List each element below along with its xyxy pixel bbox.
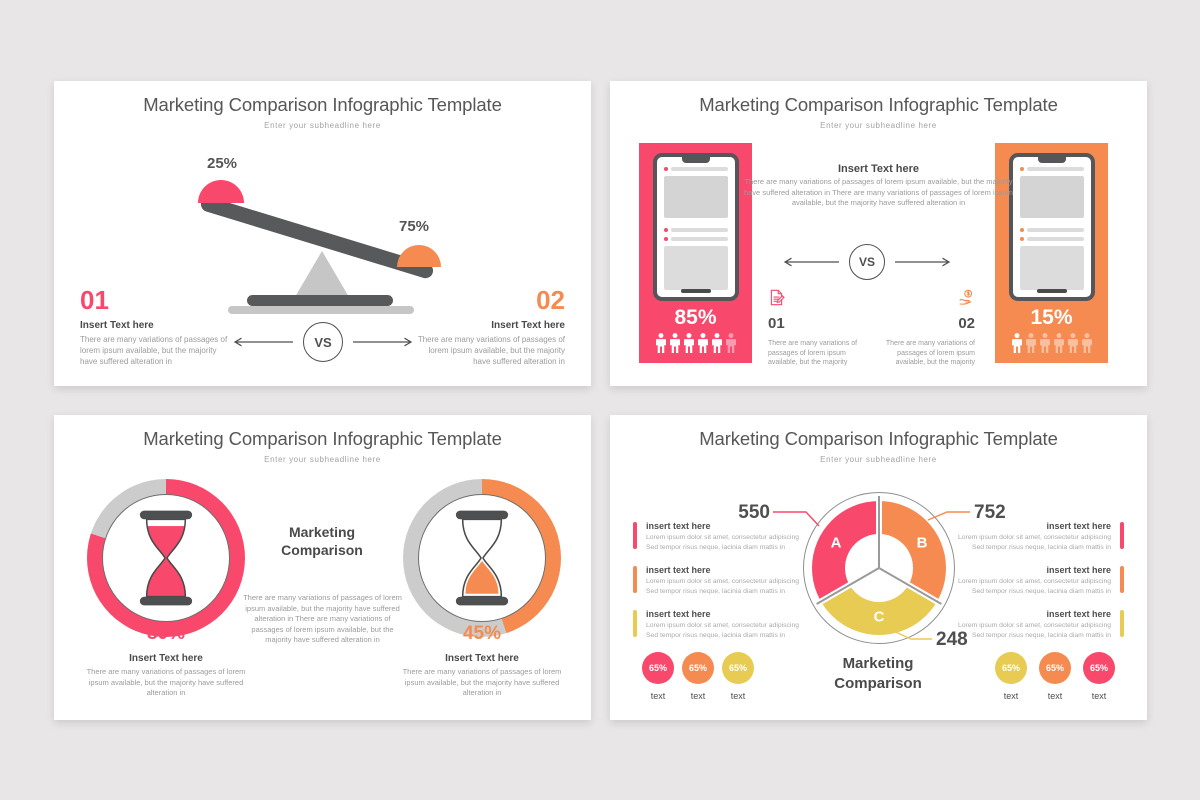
step-number: 01 bbox=[768, 314, 785, 332]
slide-subtitle: Enter your subheadline here bbox=[820, 121, 937, 130]
text-line bbox=[664, 246, 728, 290]
left-phone-panel bbox=[639, 143, 752, 363]
item-body: Lorem ipsum dolor sit amet, consectetur adipiscing Sed tempor risus neque, lacinia diam mattis in bbox=[958, 622, 1111, 639]
bullet-dot bbox=[664, 237, 668, 241]
person-icon bbox=[1011, 333, 1023, 353]
right-body: There are many variations of passages of lorem ipsum available, but the majority have suffered alteration in bbox=[402, 667, 562, 697]
slide-hourglass-comparison[interactable] bbox=[54, 415, 591, 720]
item-accent-bar bbox=[1120, 522, 1124, 549]
option-1-block bbox=[768, 289, 872, 368]
block-body: There are many variations of passages of lorem ipsum available, but the majority have suffered alteration in bbox=[417, 335, 565, 367]
badge-label: text bbox=[690, 691, 706, 701]
left-percentage: 25% bbox=[206, 155, 238, 172]
item-body: Lorem ipsum dolor sit amet, consectetur adipiscing Sed tempor risus neque, lacinia diam mattis in bbox=[646, 578, 799, 595]
bullet-dot bbox=[1020, 237, 1024, 241]
slide-title: Marketing Comparison Infographic Template bbox=[699, 428, 1058, 449]
item-body: Lorem ipsum dolor sit amet, consectetur adipiscing Sed tempor risus neque, lacinia diam mattis in bbox=[958, 534, 1111, 551]
segment-label-a: A bbox=[830, 534, 842, 552]
hourglass-icon bbox=[452, 510, 512, 606]
block-heading: Insert Text here bbox=[80, 320, 154, 331]
slide-title: Marketing Comparison Infographic Template bbox=[143, 428, 502, 449]
step-number: 01 bbox=[80, 285, 109, 315]
center-heading: Marketing Comparison bbox=[281, 524, 363, 559]
badge-circle: 65% bbox=[642, 652, 674, 684]
badge-label: text bbox=[1091, 691, 1107, 701]
badge-circle: 65% bbox=[995, 652, 1027, 684]
right-phone-panel bbox=[995, 143, 1108, 363]
slide-subtitle: Enter your subheadline here bbox=[264, 121, 381, 130]
money-hand-icon bbox=[958, 289, 975, 306]
item-accent-bar bbox=[633, 610, 637, 637]
badge-label: text bbox=[1047, 691, 1063, 701]
person-icon bbox=[711, 333, 723, 353]
slide-subtitle: Enter your subheadline here bbox=[820, 455, 937, 464]
text-line bbox=[1020, 246, 1084, 290]
vs-divider bbox=[232, 322, 414, 362]
stat-badge bbox=[682, 652, 714, 701]
slide-phone-comparison[interactable] bbox=[610, 81, 1147, 386]
panel-percentage: 85% bbox=[674, 306, 717, 329]
stat-badge bbox=[995, 652, 1027, 701]
option-2-block bbox=[871, 289, 975, 368]
value-b: 752 bbox=[974, 502, 1006, 523]
item-heading: insert text here bbox=[1046, 565, 1111, 575]
text-line bbox=[671, 228, 728, 232]
segment-label-c: C bbox=[873, 608, 885, 626]
person-icon bbox=[655, 333, 667, 353]
stat-badge bbox=[722, 652, 754, 701]
list-item bbox=[952, 609, 1124, 641]
slide-seesaw-comparison[interactable] bbox=[54, 81, 591, 386]
bullet-dot bbox=[1020, 228, 1024, 232]
item-heading: insert text here bbox=[646, 565, 711, 575]
item-accent-bar bbox=[633, 522, 637, 549]
arrow-left-icon bbox=[232, 336, 294, 348]
left-text-block bbox=[80, 287, 230, 368]
step-number: 02 bbox=[536, 285, 565, 315]
segment-label-b: B bbox=[916, 534, 928, 552]
badge-label: text bbox=[730, 691, 746, 701]
arrow-left-icon bbox=[782, 256, 840, 268]
badge-circle: 65% bbox=[722, 652, 754, 684]
ring-inner bbox=[418, 494, 546, 622]
hourglass-icon bbox=[136, 510, 196, 606]
seesaw-base-light bbox=[228, 306, 414, 314]
list-item bbox=[633, 609, 805, 641]
item-body: Lorem ipsum dolor sit amet, consectetur adipiscing Sed tempor risus neque, lacinia diam mattis in bbox=[958, 578, 1111, 595]
arrow-right-icon bbox=[352, 336, 414, 348]
person-icon bbox=[1053, 333, 1065, 353]
left-percentage: 80% bbox=[146, 623, 186, 644]
divider-line bbox=[878, 496, 880, 568]
block-body: There are many variations of passages of lorem ipsum available, but the majority bbox=[885, 339, 975, 367]
bullet-dot bbox=[664, 228, 668, 232]
block-body: There are many variations of passages of lorem ipsum available, but the majority bbox=[768, 339, 858, 367]
center-heading: Marketing Comparison bbox=[834, 655, 922, 693]
left-progress-ring bbox=[87, 479, 245, 637]
list-item bbox=[633, 565, 805, 597]
vs-divider bbox=[782, 244, 952, 280]
person-icon bbox=[683, 333, 695, 353]
step-number: 02 bbox=[958, 314, 975, 332]
image-placeholder bbox=[664, 176, 728, 218]
list-item bbox=[633, 521, 805, 553]
vs-badge: VS bbox=[303, 322, 343, 362]
smartphone-icon bbox=[1009, 153, 1095, 301]
slide-title: Marketing Comparison Infographic Template bbox=[699, 94, 1058, 115]
item-heading: insert text here bbox=[646, 609, 711, 619]
text-line bbox=[1027, 237, 1084, 241]
seesaw-base-dark bbox=[247, 295, 393, 306]
phone-screen bbox=[1013, 157, 1091, 290]
person-icon bbox=[1081, 333, 1093, 353]
block-heading: Insert Text here bbox=[491, 320, 565, 331]
center-body: There are many variations of passages of lorem ipsum available, but the majority have suffered alteration in There are many variations of passages of lorem ipsum available, but the majority have suffered alteration in bbox=[243, 593, 402, 644]
slide-title: Marketing Comparison Infographic Template bbox=[143, 94, 502, 115]
person-icon bbox=[697, 333, 709, 353]
person-icon bbox=[1067, 333, 1079, 353]
badge-circle: 65% bbox=[1083, 652, 1115, 684]
stat-badge bbox=[642, 652, 674, 701]
value-a: 550 bbox=[738, 502, 770, 523]
center-body: There are many variations of passages of lorem ipsum available, but the majority have suffered alteration in There are many variations of passages of lorem ipsum available, but the majority have suffered alteration in bbox=[743, 177, 1014, 207]
audience-icons bbox=[995, 333, 1108, 353]
item-accent-bar bbox=[1120, 566, 1124, 593]
stat-badge bbox=[1039, 652, 1071, 701]
item-heading: insert text here bbox=[646, 521, 711, 531]
value-c: 248 bbox=[936, 629, 968, 650]
vs-badge: VS bbox=[849, 244, 885, 280]
smartphone-icon bbox=[653, 153, 739, 301]
audience-icons bbox=[639, 333, 752, 353]
slide-subtitle: Enter your subheadline here bbox=[264, 455, 381, 464]
badge-label: text bbox=[650, 691, 666, 701]
seesaw-right-weight bbox=[397, 245, 441, 267]
right-heading: Insert Text here bbox=[445, 653, 519, 664]
list-item bbox=[952, 521, 1124, 553]
right-percentage: 75% bbox=[398, 218, 430, 235]
text-line bbox=[671, 237, 728, 241]
slide-donut-comparison[interactable] bbox=[610, 415, 1147, 720]
center-heading: Insert Text here bbox=[837, 163, 920, 175]
phone-home-bar bbox=[681, 289, 711, 293]
donut-chart bbox=[803, 492, 955, 644]
item-body: Lorem ipsum dolor sit amet, consectetur adipiscing Sed tempor risus neque, lacinia diam mattis in bbox=[646, 534, 799, 551]
seesaw-left-weight bbox=[198, 180, 244, 203]
item-accent-bar bbox=[1120, 610, 1124, 637]
person-icon bbox=[725, 333, 737, 353]
person-icon bbox=[1039, 333, 1051, 353]
panel-percentage: 15% bbox=[1030, 306, 1073, 329]
right-text-block bbox=[415, 287, 565, 368]
person-icon bbox=[1025, 333, 1037, 353]
left-body: There are many variations of passages of lorem ipsum available, but the majority have suffered alteration in bbox=[86, 667, 246, 697]
right-progress-ring bbox=[403, 479, 561, 637]
image-placeholder bbox=[1020, 176, 1084, 218]
right-percentage: 45% bbox=[462, 623, 502, 644]
arrow-right-icon bbox=[894, 256, 952, 268]
left-heading: Insert Text here bbox=[129, 653, 203, 664]
item-heading: insert text here bbox=[1046, 609, 1111, 619]
badge-label: text bbox=[1003, 691, 1019, 701]
badge-circle: 65% bbox=[682, 652, 714, 684]
badge-circle: 65% bbox=[1039, 652, 1071, 684]
seesaw-fulcrum bbox=[295, 251, 349, 297]
document-edit-icon bbox=[768, 289, 785, 306]
list-item bbox=[952, 565, 1124, 597]
phone-screen bbox=[657, 157, 735, 290]
stat-badge bbox=[1083, 652, 1115, 701]
person-icon bbox=[669, 333, 681, 353]
ring-inner bbox=[102, 494, 230, 622]
block-body: There are many variations of passages of lorem ipsum available, but the majority have suffered alteration in bbox=[80, 335, 228, 367]
item-accent-bar bbox=[633, 566, 637, 593]
item-heading: insert text here bbox=[1046, 521, 1111, 531]
item-body: Lorem ipsum dolor sit amet, consectetur adipiscing Sed tempor risus neque, lacinia diam mattis in bbox=[646, 622, 799, 639]
text-line bbox=[1027, 228, 1084, 232]
phone-home-bar bbox=[1037, 289, 1067, 293]
